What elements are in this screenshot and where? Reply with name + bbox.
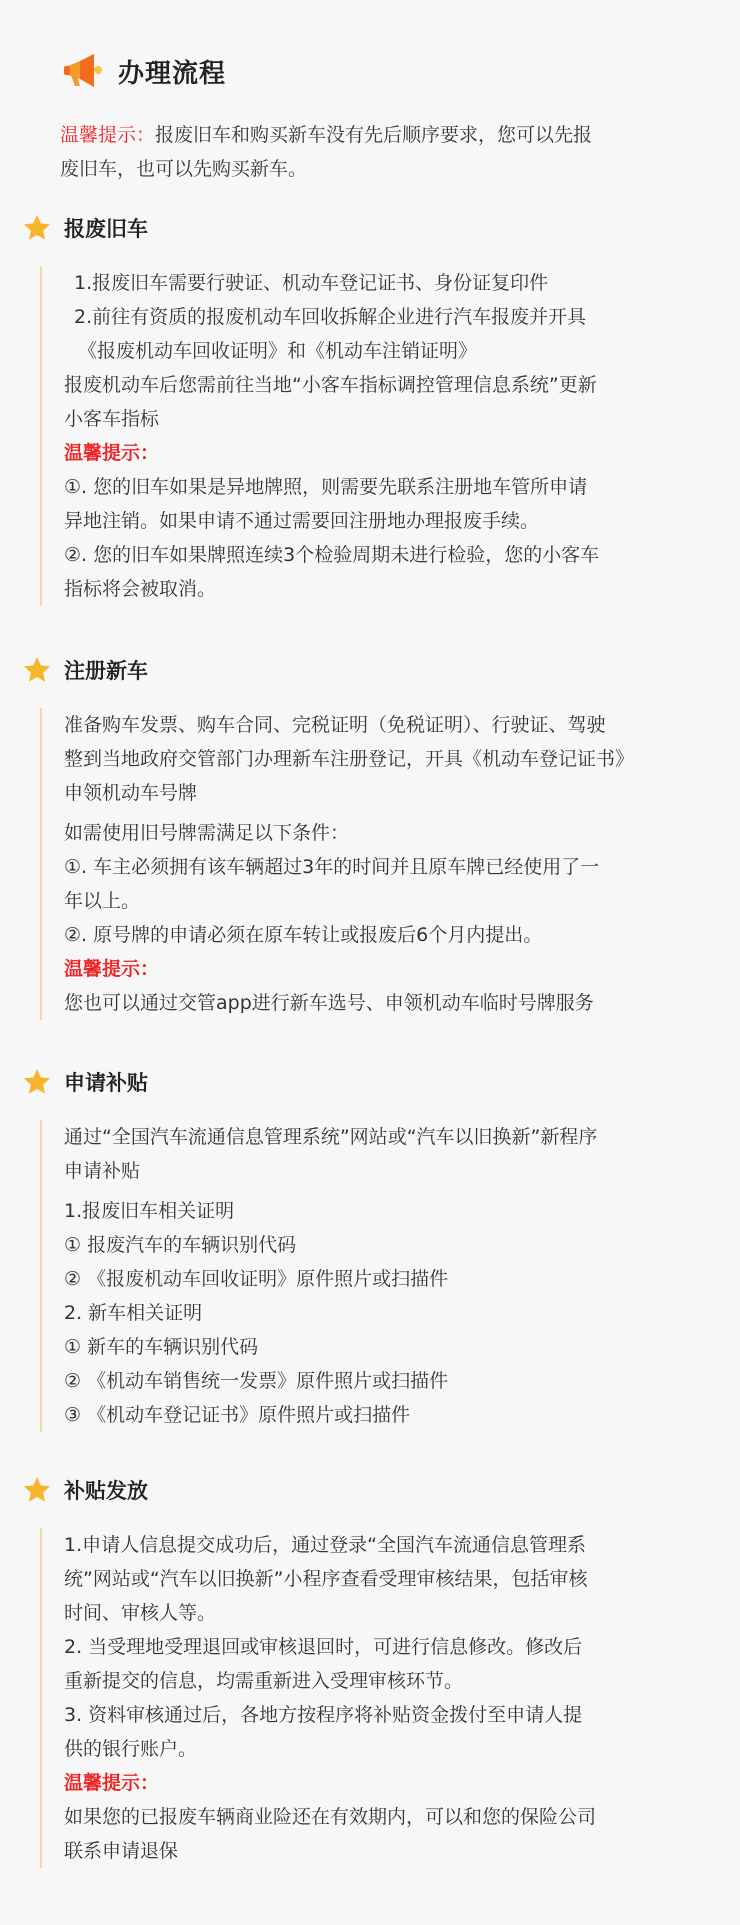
condition-line: 年以上。 bbox=[64, 890, 141, 912]
list-item: ① 新车的车辆识别代码 bbox=[64, 1336, 259, 1358]
list-item: 1.报废旧车相关证明 bbox=[64, 1200, 235, 1222]
step-line: 2.前往有资质的报废机动车回收拆解企业进行汽车报废并开具 bbox=[74, 306, 587, 328]
condition-line: ①. 车主必须拥有该车辆超过3年的时间并且原车牌已经使用了一 bbox=[64, 856, 600, 878]
section-scrap-old-car bbox=[22, 208, 722, 606]
step-line: 《报废机动车回收证明》和《机动车注销证明》 bbox=[78, 340, 478, 362]
section-title: 注册新车 bbox=[64, 659, 148, 683]
step-line: 时间、审核人等。 bbox=[64, 1602, 217, 1624]
intro-text-1: 报废旧车和购买新车没有先后顺序要求，您可以先报 bbox=[155, 124, 593, 146]
star-icon bbox=[22, 655, 52, 685]
step-line: 小客车指标 bbox=[64, 408, 160, 430]
step-line: 2. 当受理地受理退回或审核退回时，可进行信息修改。修改后 bbox=[64, 1636, 583, 1658]
page-title: 办理流程 bbox=[118, 58, 227, 89]
list-item: ① 报废汽车的车辆识别代码 bbox=[64, 1234, 297, 1256]
warn-label: 温馨提示： bbox=[64, 1772, 160, 1794]
note-line: 联系申请退保 bbox=[64, 1840, 179, 1862]
section-register-new-car bbox=[22, 650, 722, 1020]
note-line: 如果您的已报废车辆商业险还在有效期内，可以和您的保险公司 bbox=[64, 1806, 597, 1828]
warn-label: 温馨提示： bbox=[64, 442, 160, 464]
intro-text-2: 废旧车，也可以先购买新车。 bbox=[60, 158, 308, 180]
section-body bbox=[40, 1120, 722, 1432]
step-line: 申请补贴 bbox=[64, 1160, 141, 1182]
note-line: ①. 您的旧车如果是异地牌照，则需要先联系注册地车管所申请 bbox=[64, 476, 588, 498]
note-line: 异地注销。如果申请不通过需要回注册地办理报废手续。 bbox=[64, 510, 540, 532]
condition-line: 如需使用旧号牌需满足以下条件： bbox=[64, 822, 350, 844]
list-item: ② 《报废机动车回收证明》原件照片或扫描件 bbox=[64, 1268, 449, 1290]
step-line: 报废机动车后您需前往当地“小客车指标调控管理信息系统”更新 bbox=[64, 374, 597, 396]
step-line: 1.报废旧车需要行驶证、机动车登记证书、身份证复印件 bbox=[74, 272, 549, 294]
step-line: 统”网站或“汽车以旧换新”小程序查看受理审核结果，包括审核 bbox=[64, 1568, 588, 1590]
note-line: ②. 您的旧车如果牌照连续3个检验周期未进行检验，您的小客车 bbox=[64, 544, 600, 566]
step-line: 3. 资料审核通过后，各地方按程序将补贴资金拨付至申请人提 bbox=[64, 1704, 583, 1726]
warn-label: 温馨提示： bbox=[64, 958, 160, 980]
list-item: ② 《机动车销售统一发票》原件照片或扫描件 bbox=[64, 1370, 449, 1392]
megaphone-icon bbox=[60, 49, 104, 93]
condition-line: ②. 原号牌的申请必须在原车转让或报废后6个月内提出。 bbox=[64, 924, 543, 946]
section-apply-subsidy bbox=[22, 1062, 722, 1432]
section-title: 报废旧车 bbox=[64, 217, 148, 241]
list-item: ③ 《机动车登记证书》原件照片或扫描件 bbox=[64, 1404, 411, 1426]
note-line: 指标将会被取消。 bbox=[64, 578, 217, 600]
star-icon bbox=[22, 1475, 52, 1505]
page-header bbox=[60, 46, 226, 96]
star-icon bbox=[22, 213, 52, 243]
list-item: 2. 新车相关证明 bbox=[64, 1302, 203, 1324]
step-line: 通过“全国汽车流通信息管理系统”网站或“汽车以旧换新”新程序 bbox=[64, 1126, 598, 1148]
section-title: 补贴发放 bbox=[64, 1479, 148, 1503]
note-line: 您也可以通过交管app进行新车选号、申领机动车临时号牌服务 bbox=[64, 992, 594, 1014]
section-title: 申请补贴 bbox=[64, 1071, 148, 1095]
step-line: 整到当地政府交管部门办理新车注册登记，开具《机动车登记证书》 bbox=[64, 748, 635, 770]
intro-warn-label: 温馨提示： bbox=[60, 124, 156, 146]
step-line: 申领机动车号牌 bbox=[64, 782, 198, 804]
step-line: 重新提交的信息，均需重新进入受理审核环节。 bbox=[64, 1670, 464, 1692]
section-body bbox=[40, 266, 722, 606]
section-body bbox=[40, 708, 722, 1020]
section-body bbox=[40, 1528, 722, 1868]
step-line: 准备购车发票、购车合同、完税证明（免税证明）、行驶证、驾驶 bbox=[64, 714, 606, 736]
star-icon bbox=[22, 1067, 52, 1097]
intro-tip bbox=[60, 118, 690, 186]
step-line: 供的银行账户。 bbox=[64, 1738, 198, 1760]
section-subsidy-payout bbox=[22, 1470, 722, 1868]
step-line: 1.申请人信息提交成功后，通过登录“全国汽车流通信息管理系 bbox=[64, 1534, 586, 1556]
